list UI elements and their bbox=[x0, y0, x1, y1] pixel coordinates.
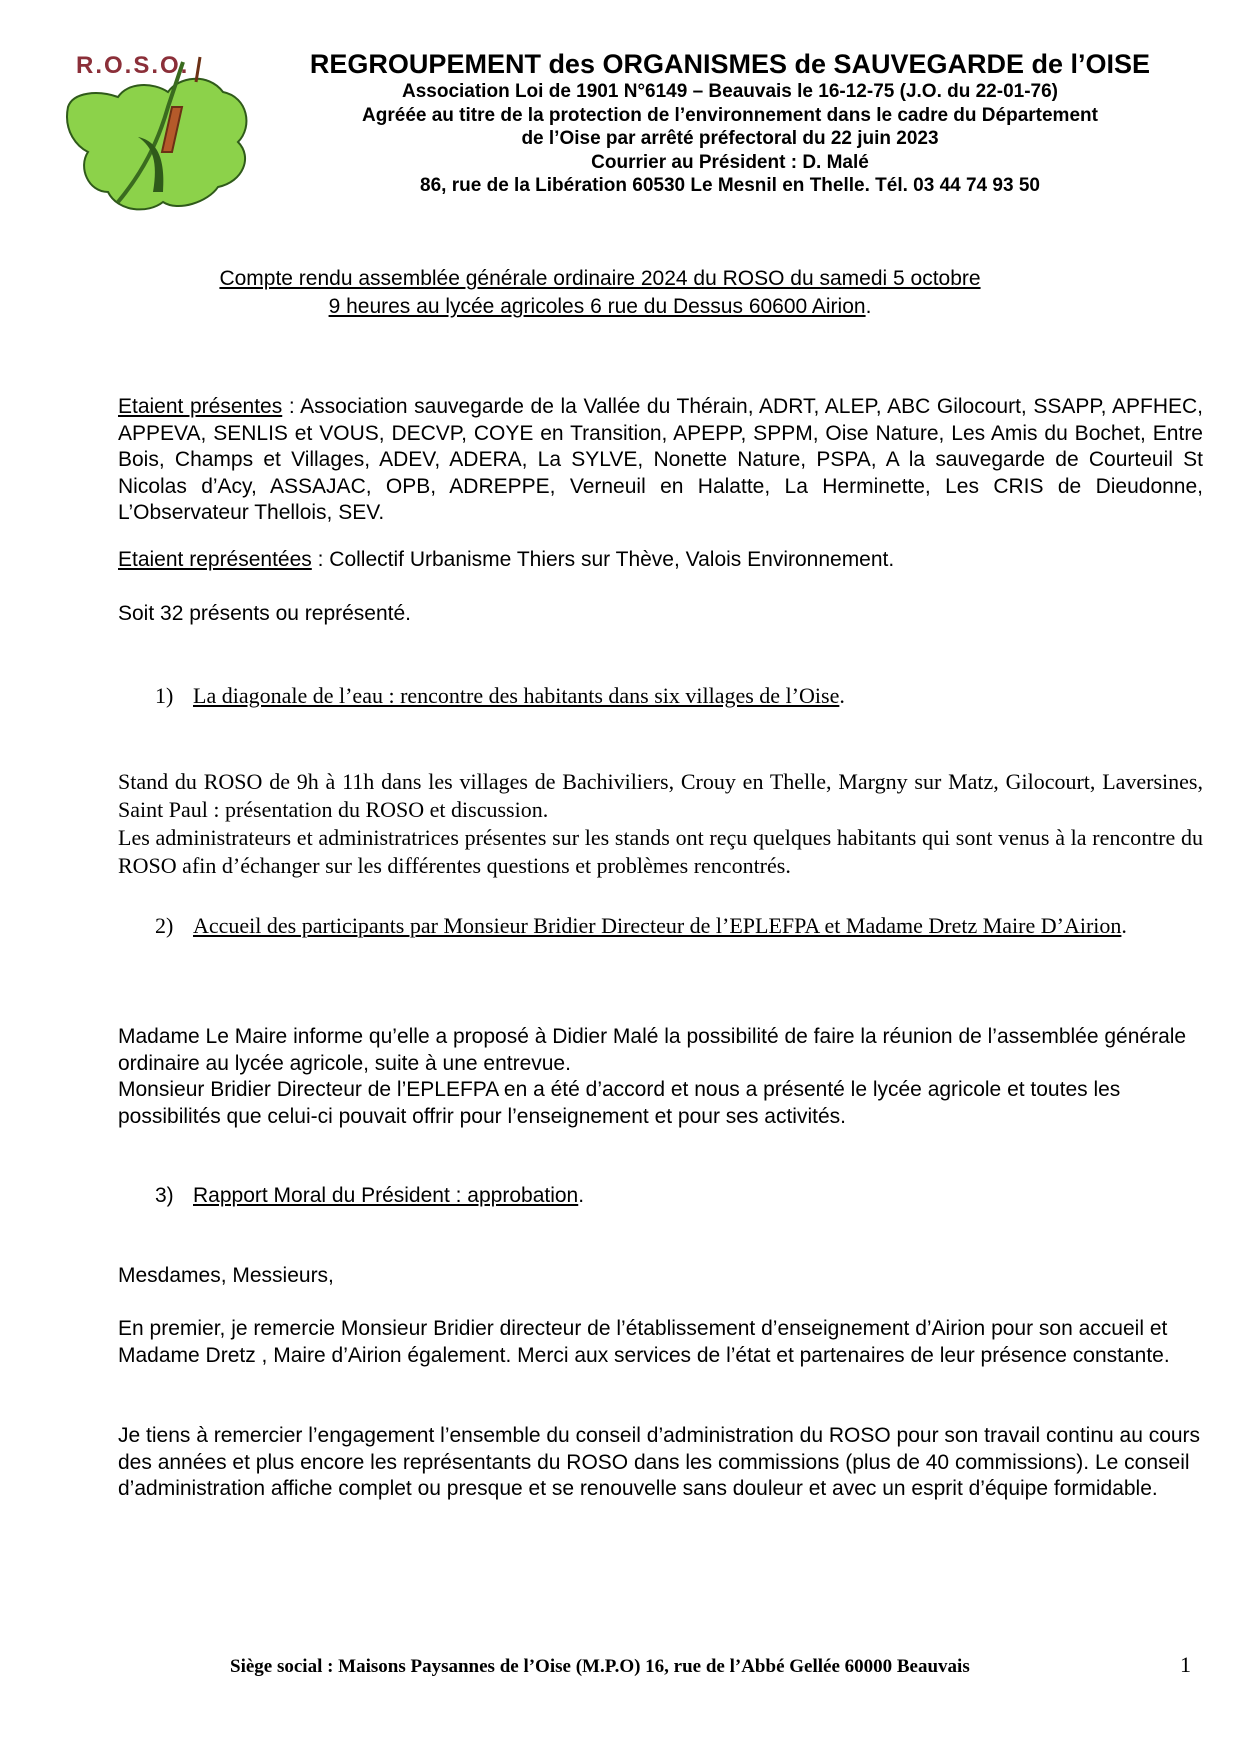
section-2-number: 2) bbox=[155, 913, 174, 938]
section-2-paragraph-1: Madame Le Maire informe qu’elle a proposé à Didier Malé la possibilité de faire la réunion de l’assemblée générale ordinaire au lycée agricole, suite à une entrevue. bbox=[118, 1025, 1187, 1075]
present-paragraph bbox=[118, 394, 1203, 527]
section-1-title-end: . bbox=[839, 683, 845, 708]
section-3-paragraph-2: Je tiens à remercier l’engagement l’ensemble du conseil d’administration du ROSO pour son travail continu au cours des années et plus encore les représentants du ROSO dans les commissions (plus de 40 commissions). Le conseil d’administration affiche complet ou presque et se renouvelle sans douleur et avec un esprit d’équipe formidable. bbox=[118, 1424, 1201, 1500]
section-3-number: 3) bbox=[155, 1184, 174, 1207]
present-text: : Association sauvegarde de la Vallée du Thérain, ADRT, ALEP, ABC Gilocourt, SSAPP, APFHEC, APPEVA, SENLIS et VOUS, DECVP, COYE en Transition, APEPP, SPPM, Oise Nature, Les Amis du Bochet, Entre Bois, Champs et Villages, ADEV, ADERA, La SYLVE, Nonette Nature, PSPA, A la sauvegarde de Courteuil St Nicolas d’Acy, ASSAJAC, OPB, ADREPPE, Verneuil en Halatte, La Herminette, Les CRIS de Dieudonne, L’Observateur Thellois, SEV. bbox=[118, 395, 1203, 524]
section-1-number: 1) bbox=[155, 683, 174, 708]
header-line-1: Association Loi de 1901 N°6149 – Beauvais le 16-12-75 (J.O. du 22-01-76) bbox=[401, 81, 1058, 102]
section-2-heading bbox=[155, 912, 1203, 940]
section-3-heading bbox=[155, 1183, 1203, 1210]
section-1-paragraph-2: Les administrateurs et administratrices présentes sur les stands ont reçu quelques habitants qui sont venus à la rencontre du ROSO afin d’échanger sur les différentes questions et problèmes rencontrés. bbox=[118, 825, 1203, 878]
section-3-paragraph-1: En premier, je remercie Monsieur Bridier directeur de l’établissement d’enseignement d’Airion pour son accueil et Madame Dretz , Maire d’Airion également. Merci aux services de l’état et partenaires de leur présence constante. bbox=[118, 1317, 1170, 1367]
represented-paragraph bbox=[118, 547, 1203, 574]
salutation: Mesdames, Messieurs, bbox=[118, 1264, 334, 1287]
logo-text: R.O.S.O. bbox=[76, 52, 190, 79]
footer-address: Siège social : Maisons Paysannes de l’Oise (M.P.O) 16, rue de l’Abbé Gellée 60000 Beauvais bbox=[230, 1656, 970, 1677]
present-label: Etaient présentes bbox=[118, 395, 283, 418]
represented-label: Etaient représentées bbox=[118, 548, 312, 571]
header-line-5: 86, rue de la Libération 60530 Le Mesnil en Thelle. Tél. 03 44 74 93 50 bbox=[420, 175, 1040, 196]
section-1-heading bbox=[155, 682, 1203, 710]
document-subject bbox=[150, 265, 1050, 321]
subject-line-2: 9 heures au lycée agricoles 6 rue du Dessus 60600 Airion bbox=[328, 295, 866, 318]
header-line-2: Agréée au titre de la protection de l’environnement dans le cadre du Département bbox=[362, 104, 1098, 126]
subject-line-1: Compte rendu assemblée générale ordinaire 2024 du ROSO du samedi 5 octobre bbox=[219, 267, 981, 290]
attendance-total: Soit 32 présents ou représenté. bbox=[118, 602, 412, 625]
section-2-paragraph-2: Monsieur Bridier Directeur de l’EPLEFPA en a été d’accord et nous a présenté le lycée agricole et toutes les possibilités que celui-ci pouvait offrir pour l’enseignement et pour ses activités. bbox=[118, 1078, 1121, 1128]
letterhead bbox=[270, 48, 1190, 198]
section-3-title-end: . bbox=[578, 1184, 585, 1207]
section-1-title: La diagonale de l’eau : rencontre des habitants dans six villages de l’Oise bbox=[193, 683, 840, 708]
section-1-paragraph-1: Stand du ROSO de 9h à 11h dans les villages de Bachiviliers, Crouy en Thelle, Margny sur Matz, Gilocourt, Laversines, Saint Paul : présentation du ROSO et discussion. bbox=[118, 769, 1203, 822]
org-title: REGROUPEMENT des ORGANISMES de SAUVEGARDE de l’OISE bbox=[309, 49, 1151, 79]
page-number: 1 bbox=[1180, 1652, 1191, 1677]
subject-line-2-end: . bbox=[865, 295, 872, 318]
section-2-title-end: . bbox=[1121, 913, 1127, 938]
section-3-title: Rapport Moral du Président : approbation bbox=[193, 1184, 579, 1207]
section-2-title: Accueil des participants par Monsieur Bridier Directeur de l’EPLEFPA et Madame Dretz Maire D’Airion bbox=[193, 913, 1122, 938]
header-line-4: Courrier au Président : D. Malé bbox=[591, 151, 869, 173]
represented-text: : Collectif Urbanisme Thiers sur Thève, Valois Environnement. bbox=[311, 548, 895, 571]
header-line-3: de l’Oise par arrêté préfectoral du 22 juin 2023 bbox=[521, 128, 939, 149]
roso-logo bbox=[58, 52, 258, 222]
